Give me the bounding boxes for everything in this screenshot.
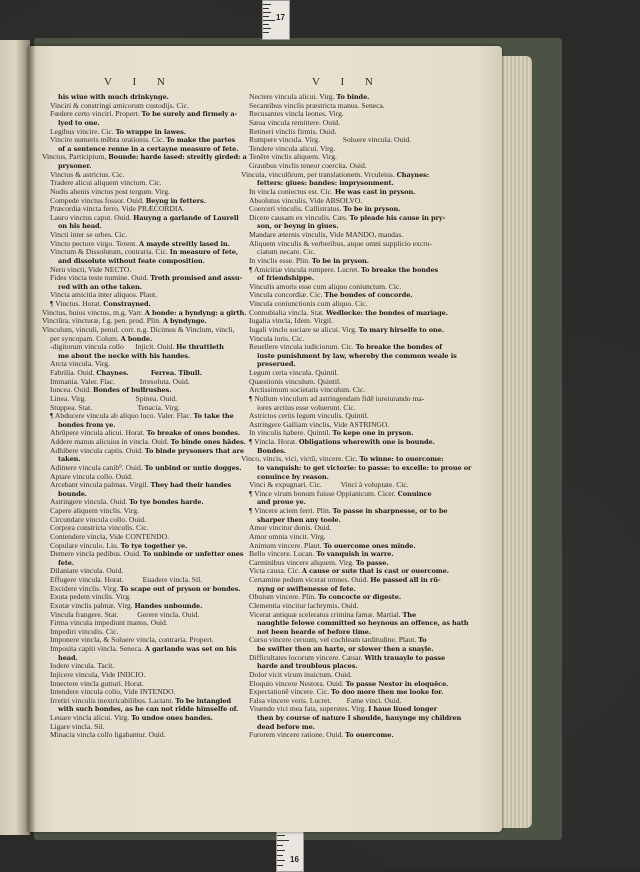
english-gloss: A byndynge. xyxy=(162,317,207,326)
latin-text: Contendere vincla, Vide CONTENDO. xyxy=(50,531,169,541)
right-running-header: V I N xyxy=(312,76,382,88)
ruler-label: 17 xyxy=(276,13,285,22)
dictionary-line xyxy=(42,152,247,162)
english-gloss: A bonde: a byndyng: a girth. xyxy=(144,308,247,317)
latin-text: Linea. Virg. Spinea. Ouid. xyxy=(50,393,178,403)
latin-text: Imposita capiti vincla. Seneca. xyxy=(50,644,145,653)
latin-text: Cursu vincere ceruum, vel cochleam tarditudine. Plaut. xyxy=(249,635,419,645)
latin-text: Astrictos certis legum vinculis. Quintil. xyxy=(249,411,369,421)
latin-text: Vinctus, Participium, xyxy=(42,152,109,162)
latin-text: ¶ Vinctus. Horat. xyxy=(50,299,104,308)
latin-text: Obuium vincere. Plin. xyxy=(249,592,318,602)
english-gloss: Bounde: harde lased: streitly girded: a xyxy=(108,153,247,162)
dictionary-line xyxy=(241,464,491,473)
english-gloss: To take the xyxy=(193,412,234,421)
english-gloss: To breake the bondes of xyxy=(355,343,443,352)
latin-text: Victa causa. Cic. xyxy=(249,566,302,576)
dictionary-line xyxy=(241,636,491,645)
latin-text: Vinco, vincis, vici, victū, vincere. Cic. xyxy=(241,454,360,464)
dictionary-line xyxy=(42,273,243,283)
dictionary-line xyxy=(241,455,491,464)
latin-text: Vinciri & constringi amicorum custodijs. Cic. xyxy=(50,100,189,110)
english-gloss: fetters: giues: bandes: imprysonment. xyxy=(257,179,394,188)
latin-text: Immania. Valer. Flac. Irresoluta. Ouid. xyxy=(50,376,190,386)
english-gloss: To vanquish in warre. xyxy=(316,550,394,559)
dictionary-line xyxy=(241,576,491,585)
dictionary-line xyxy=(241,438,491,447)
english-gloss: iuste punishment by law, whereby the common weale is xyxy=(257,351,457,360)
dictionary-line xyxy=(241,705,491,714)
latin-text: Præcordia vincta ferro. Vide PRÆCORDIA. xyxy=(50,204,185,214)
english-gloss: nyng or swiftenesse of fete. xyxy=(257,584,356,593)
english-gloss: bounde. xyxy=(58,489,87,498)
english-gloss: conuince by reason. xyxy=(257,472,329,481)
latin-text: Absolutus vinculis, Vide ABSOLVO. xyxy=(249,195,363,205)
english-gloss: A cause or sute that is cast or ouercome. xyxy=(301,567,449,576)
latin-text: Legum certa vincula. Quintil. xyxy=(249,368,339,377)
latin-text: Vincula frangere. Stat. Gerere vincla. Ouid. xyxy=(50,609,200,619)
left-text-column xyxy=(42,93,247,740)
english-gloss: To passe Nestor in eloquēce. xyxy=(345,679,449,688)
english-gloss: red with an othe taken. xyxy=(58,282,142,291)
dictionary-line xyxy=(241,266,491,275)
english-gloss: With trauayle to passe xyxy=(364,653,446,662)
english-gloss: To breake of ones bondes. xyxy=(146,429,241,438)
latin-text: Exuta pedem vinclis. Virg. xyxy=(50,592,131,602)
latin-text: Corpora constricta vinculis. Cic. xyxy=(50,523,149,533)
latin-text: Vincta amicitia inter aliquos. Plaut. xyxy=(50,290,158,300)
english-gloss: Bondes of bullrushes. xyxy=(93,386,172,395)
latin-text: Dicere causam ex vinculis. Cæs. xyxy=(249,212,350,222)
ruler-label: 16 xyxy=(290,855,299,864)
latin-text: iores arctius esse voluerunt. Cic. xyxy=(257,402,356,412)
latin-text: Intendere vincula collo, Vide INTENDO. xyxy=(50,687,176,697)
english-gloss: Troth promised and assu- xyxy=(150,274,243,283)
latin-text: Vinci & expugnari. Cic. Vinci à voluptate. Cic. xyxy=(249,480,409,490)
dictionary-line xyxy=(241,507,491,516)
latin-text: Grauibus vinclis teneor coercita. Ouid. xyxy=(249,161,367,170)
latin-text: Adimere vincula canib⁹. Ouid. xyxy=(50,462,145,472)
english-gloss: and proue ye. xyxy=(257,498,306,507)
english-gloss: bondes from ye. xyxy=(58,420,116,429)
english-gloss: on his head. xyxy=(58,222,102,231)
latin-text: Vincula, vinculōrum, per translationem. Vrculeius. xyxy=(241,169,397,179)
latin-text: Animum vincere. Plaut. xyxy=(249,540,324,550)
latin-text: Coerceri vinculis. Callistratus. xyxy=(249,204,344,214)
english-gloss: To wrappe in lawes. xyxy=(115,127,186,136)
latin-text: Iugali vinclo sociare se alicui. Virg. xyxy=(249,324,359,334)
dictionary-line xyxy=(42,248,238,257)
english-gloss: He thrattleth xyxy=(176,343,224,352)
dictionary-line xyxy=(42,343,238,352)
english-gloss: To ouercome ones minde. xyxy=(323,541,416,550)
latin-text: Iodere vincula. Tacit. xyxy=(50,661,115,671)
latin-text: Capere aliquem vinclis. Virg. xyxy=(50,506,139,515)
english-gloss: Beyng in fetters. xyxy=(145,196,206,205)
english-gloss: head. xyxy=(58,653,78,662)
english-gloss: Conuince xyxy=(397,489,432,498)
english-gloss: not been hearde of before time. xyxy=(257,627,371,636)
latin-text: per syncopam. Colum. xyxy=(50,333,121,343)
latin-text: ¶ Nullum vinculum ad astringendam fidē iureiurando ma- xyxy=(249,393,425,403)
top-scale-ruler xyxy=(262,0,290,40)
english-gloss: Constrayned. xyxy=(103,300,151,308)
latin-text: Astringere Galliam vinclis, Vide ASTRINGO. xyxy=(249,419,390,429)
latin-text: In vinculis habere. Quintil. xyxy=(249,428,333,438)
english-gloss: be swifter then an harte, or slower then a snayle. xyxy=(257,645,434,653)
english-gloss: To breake the bondes xyxy=(361,265,439,274)
latin-text: Iugalia vincla, Idem. Virgil. xyxy=(249,316,334,326)
english-gloss: Chaynes: xyxy=(396,170,430,179)
english-gloss: naughtie felowe committed so heynous an offence, as hath xyxy=(257,619,469,628)
latin-text: Vincula coniunctionis cum aliquo. Cic. xyxy=(249,299,368,308)
english-gloss: To binde. xyxy=(336,93,370,101)
latin-text: Irretiri vinculis inextricabilibus. Lactant. xyxy=(50,695,176,705)
english-gloss: To doo more then me looke for. xyxy=(331,688,444,697)
english-gloss: To be in pryson. xyxy=(343,205,401,214)
english-gloss: To tye bondes harde. xyxy=(129,498,204,507)
latin-text: Aliquem vinculis & verberibus, atque omni supplicio excru- xyxy=(249,238,433,248)
english-gloss: The xyxy=(402,610,417,619)
english-gloss: They had their handes xyxy=(150,481,232,490)
latin-text: Copulare vinculo. Liu. xyxy=(50,540,121,550)
latin-text: Vinctum & Dissolutum, contraria. Cic. xyxy=(50,247,170,257)
dictionary-line xyxy=(42,481,238,490)
latin-text: Expectationē vincere. Cic. xyxy=(249,687,332,697)
dictionary-line xyxy=(42,697,238,706)
latin-text: Abrūpere vincula alicui. Horat. xyxy=(50,428,147,438)
latin-text: Difficultates locorum vincere. Cæsar. xyxy=(249,652,365,662)
latin-text: Excidere vinclis. Virg. xyxy=(50,583,120,593)
latin-text: Carminibus vincere aliquem. Virg. xyxy=(249,557,356,567)
latin-text: -digitorum vincula collo Injicit. Ouid. xyxy=(50,342,177,352)
english-gloss: sharper then any toole. xyxy=(257,515,341,524)
latin-text: Fides vincta teste numine. Ouid. xyxy=(50,273,151,283)
english-gloss: In measure of fete, xyxy=(169,248,239,257)
latin-text: Vincti inter se orbes. Cic. xyxy=(50,230,128,239)
latin-text: Falsa vincere veris. Lucret. Fame vinci. Ouid. xyxy=(249,695,402,705)
english-gloss: A mayde streitly lased in. xyxy=(139,239,230,248)
latin-text: Effugere vincula. Horat. Euadere vincla. Sil. xyxy=(50,575,203,584)
english-gloss: then by course of nature I shoulde, hauynge my children xyxy=(257,714,462,722)
latin-text: In vincla coniectus est. Cic. xyxy=(249,186,335,196)
english-gloss: To unbind or untie dogges. xyxy=(144,463,242,472)
dictionary-line xyxy=(42,645,238,654)
facing-page-edge xyxy=(0,40,30,835)
latin-text: Iuncea. Ouid. xyxy=(50,385,94,395)
latin-text: Dilaniare vincula. Ouid. xyxy=(50,566,124,576)
english-gloss: To tye together ye. xyxy=(120,541,188,550)
latin-text: Arcebant vincula palmas. Virgil. xyxy=(50,480,151,490)
latin-text: ¶ Vince virum bonum fuisse Oppianicum. Cicer. xyxy=(249,488,398,498)
english-gloss: lyed to one. xyxy=(58,118,100,127)
latin-text: Eloquio vincere Nestora. Ouid. xyxy=(249,678,346,688)
latin-text: Legibus vincire. Cic. xyxy=(50,126,116,136)
english-gloss: son, or beyng in giues. xyxy=(257,222,339,231)
dictionary-line xyxy=(42,412,238,421)
english-gloss: Wedlocke: the bondes of mariage. xyxy=(325,308,448,317)
latin-text: Tradere alicui aliquem vinctum. Cic. xyxy=(50,178,162,188)
latin-text: Vincula iuris. Cic. xyxy=(249,333,305,343)
english-gloss: To winne: to ouercome: xyxy=(359,455,444,464)
dictionary-line xyxy=(241,654,491,663)
latin-text: Vincto pectore virgo. Terent. xyxy=(50,238,139,248)
latin-text: Arctissimum societatis vinculum. Cic. xyxy=(249,385,366,395)
dictionary-line xyxy=(241,214,491,223)
dictionary-line xyxy=(42,110,238,119)
latin-text: Vinctūra, vincturæ, f.g. pen. prod. Plin. xyxy=(42,316,163,326)
dictionary-line xyxy=(42,136,238,145)
latin-text: Secantibus vinclis præstricta manus. Seneca. xyxy=(249,100,385,110)
dictionary-line xyxy=(42,445,244,456)
english-gloss: A garlande was set on his xyxy=(144,645,237,653)
latin-text: Nodis ahenis vinctus post tergum. Virg. xyxy=(50,186,170,196)
right-text-column xyxy=(241,93,491,740)
dictionary-line xyxy=(42,214,238,223)
english-gloss: He passed all in rū- xyxy=(370,576,441,584)
english-gloss: preserued. xyxy=(257,360,296,369)
dictionary-line xyxy=(241,619,491,628)
english-gloss: Chaynes. Ferrea. Tibull. xyxy=(96,369,202,377)
english-gloss: To passe in sharpnesse, or to be xyxy=(332,507,448,515)
latin-text: Ligare vincla. Sil. xyxy=(50,721,105,731)
english-gloss: To unbinde or unfetter ones xyxy=(142,550,244,559)
dictionary-line xyxy=(241,731,491,740)
dictionary-line xyxy=(241,490,491,499)
english-gloss: prysoner. xyxy=(58,162,92,170)
dictionary-line xyxy=(42,549,244,559)
english-gloss: To binde prysoners that are xyxy=(144,446,244,455)
latin-text: Nectere vincula alicui. Virg. xyxy=(249,92,337,101)
english-gloss: harde and troublous places. xyxy=(257,662,358,671)
left-running-header: V I N xyxy=(104,76,174,88)
english-gloss: To make the partes xyxy=(166,136,236,145)
latin-text: Tenēre vinclis aliquem. Virg. xyxy=(249,152,337,162)
english-gloss: I haue liued longer xyxy=(368,705,437,714)
english-gloss: To be intangled xyxy=(175,696,232,705)
latin-text: Rumpere vincula. Virg. Soluere vincula. Ouid. xyxy=(249,135,412,145)
latin-text: Impediri vinculis. Cic. xyxy=(50,626,119,636)
latin-text: Dolor vicit virum inuictum. Ouid. xyxy=(249,669,352,679)
english-gloss: To passe. xyxy=(355,558,389,567)
english-gloss: To binde ones hādes. xyxy=(170,438,246,446)
latin-text: Circundare vincula collo. Ouid. xyxy=(50,514,146,524)
latin-text: ciatum necare. Cic. xyxy=(257,247,316,257)
english-gloss: dead before me. xyxy=(257,722,315,731)
english-gloss: To be surely and firmely a- xyxy=(141,110,238,119)
latin-text: Leuare vincla alicui. Virg. xyxy=(50,713,132,722)
latin-text: Amor vincitur donis. Ouid. xyxy=(249,523,332,533)
latin-text: Amor omnia vincit. Virg. xyxy=(249,531,326,541)
latin-text: Fœdere certo vinciri. Propert. xyxy=(50,109,142,119)
english-gloss: Handes unbounde. xyxy=(134,601,203,610)
english-gloss: To xyxy=(418,636,427,645)
dictionary-line xyxy=(241,611,491,620)
latin-text: Lauro vinctus caput. Ouid. xyxy=(50,212,134,222)
latin-text: ¶ Abducere vincula ab aliquo loco. Valer. Flac. xyxy=(50,411,194,421)
english-gloss: his wiue with much drinkynge. xyxy=(58,93,169,101)
dictionary-line xyxy=(241,171,491,180)
latin-text: Firma vincula impediunt manus. Ouid. xyxy=(50,618,168,628)
latin-text: Vincire numeris mēbra orationis. Cic. xyxy=(50,135,167,145)
latin-text: Clementia vincitur lachrymis. Ouid. xyxy=(249,600,359,610)
english-gloss: me about the necke with his handes. xyxy=(58,351,191,360)
english-gloss: to vanquish: to get victorie: to passe: to excelle: to proue or xyxy=(257,463,472,472)
latin-text: Astringere vincula. Ouid. xyxy=(50,497,130,507)
english-gloss: A bonde. xyxy=(120,334,153,343)
latin-text: Innectere vincla gutturi. Horat. xyxy=(50,678,144,688)
latin-text: Exutæ vinclis palmæ. Virg. xyxy=(50,600,135,610)
latin-text: Compede vinctus fossor. Ouid. xyxy=(50,195,146,205)
english-gloss: fete. xyxy=(58,558,75,567)
dictionary-line xyxy=(241,714,491,723)
english-gloss: and dissolute without feate composition. xyxy=(58,256,205,265)
latin-text: Imponere vincla, & Soluere vincla, contraria. Propert. xyxy=(50,635,214,645)
english-gloss: The bondes of concorde. xyxy=(324,291,413,300)
page-gutter-shadow xyxy=(28,46,36,832)
latin-text: Stuppea. Stat. Tenacia. Virg. xyxy=(50,402,180,412)
dictionary-line xyxy=(241,343,491,352)
latin-text: Mandare æternis vinculis, Vide MANDO, mandas. xyxy=(249,230,404,239)
english-gloss: To kepe one in pryson. xyxy=(332,429,414,438)
english-gloss: To scape out of pryson or bondes. xyxy=(119,584,241,593)
latin-text: In vinclis esse. Plin. xyxy=(249,255,312,265)
latin-text: Retineri vinclis firmis. Ouid. xyxy=(249,126,337,136)
latin-text: Minacia vincla collo ligabantur. Ouid. xyxy=(50,730,166,740)
english-gloss: To concocte or digeste. xyxy=(317,593,402,602)
dictionary-line xyxy=(42,731,238,740)
latin-text: Tendere vincula alicui. Virg. xyxy=(249,143,336,153)
latin-text: Fabrilia. Ouid. xyxy=(50,368,97,377)
latin-text: Quæstionis vinculum. Quintil. xyxy=(249,376,341,386)
latin-text: Aptare vincula collo. Ouid. xyxy=(50,471,133,481)
english-gloss: of friendshippe. xyxy=(257,274,315,283)
latin-text: ¶ Vincere aciem ferri. Plin. xyxy=(249,506,333,515)
english-gloss: Hauyng a garlande of Laurell xyxy=(133,213,239,222)
english-gloss: To mary hirselfe to one. xyxy=(358,325,444,334)
latin-text: Demere vincla pedibus. Ouid. xyxy=(50,549,143,559)
latin-text: Adhibere vincula captis. Ouid. xyxy=(50,445,145,455)
latin-text: Vinculis amoris esse cum aliquo coniunctum. Cic. xyxy=(249,281,402,291)
latin-text: Injicere vincula, Vide INIICIO. xyxy=(50,669,146,679)
latin-text: Vinculum, vinculi, penul. corr. n.g. Dicimus & Vinclum, vincli, xyxy=(42,324,235,334)
latin-text: Connubialia vincla. Stat. xyxy=(249,307,326,317)
english-gloss: taken. xyxy=(58,455,81,464)
latin-text: Addere manus alicuius in vincla. Ouid. xyxy=(50,437,171,446)
latin-text: ¶ Vincla. Horat. xyxy=(249,437,299,446)
latin-text: Vicerat antiquæ sceleratus crimina famæ. Martial. xyxy=(249,609,403,619)
latin-text: Vinctus & astrictus. Cic. xyxy=(50,169,125,179)
english-gloss: with such bondes, as he can not ridde himselfe of. xyxy=(58,705,239,714)
latin-text: Vinctus, huius vinctus, m.g. Varr. xyxy=(42,307,145,317)
dictionary-line xyxy=(241,352,491,361)
latin-text: Reuellere vincula iudiciorum. Cic. xyxy=(249,342,356,352)
english-gloss: Obligations wherewith one is bounde. xyxy=(298,438,435,446)
english-gloss: of a sentence renne in a certayne measure of fete. xyxy=(58,144,239,153)
latin-text: Neru vincti, Vide NECTO. xyxy=(50,264,132,274)
latin-text: Sæua vincula remittere. Ouid. xyxy=(249,117,340,127)
english-gloss: Bondes. xyxy=(257,446,286,455)
english-gloss: To be in pryson. xyxy=(311,256,369,265)
latin-text: Recusantes vincla leones. Virg. xyxy=(249,109,344,119)
english-gloss: To undoe ones bandes. xyxy=(131,714,213,722)
english-gloss: To pleade his cause in pry- xyxy=(349,213,446,222)
latin-text: Bello vincere. Lucan. xyxy=(249,549,317,559)
latin-text: Viuendo vici mea fata, superstes. Virg. xyxy=(249,704,369,714)
latin-text: Certamine pedum vicerat omnes. Ouid. xyxy=(249,575,371,584)
english-gloss: He was cast in pryson. xyxy=(334,187,416,196)
latin-text: Arcta vincula. Virg. xyxy=(50,359,110,369)
latin-text: Furorem vincere ratione. Ouid. xyxy=(249,730,346,740)
latin-text: ¶ Amicitiæ vincula rumpere. Lucret. xyxy=(249,264,362,274)
latin-text: Vincula concordiæ. Cic. xyxy=(249,290,325,300)
english-gloss: To ouercome. xyxy=(345,731,394,740)
